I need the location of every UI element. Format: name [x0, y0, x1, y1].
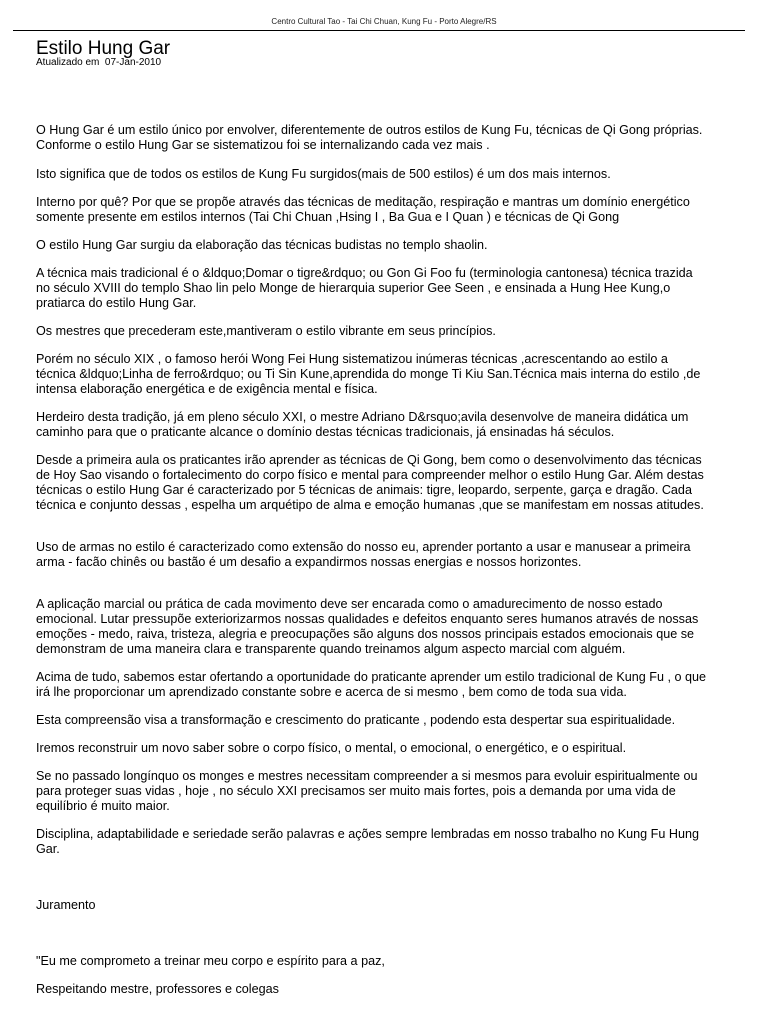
oath-line-1: "Eu me comprometo a treinar meu corpo e espírito para a paz,	[36, 954, 385, 968]
paragraph-7: Porém no século XIX , o famoso herói Wong Fei Hung sistematizou inúmeras técnicas ,acrescentando ao estilo a técnica &ldquo;Linha de ferro&rdquo; ou Ti Sin Kune,aprendida do monge Ti Kiu San.Técnica mais interna do estilo ,de intensa elaboração energética e de exigência mental e física.	[36, 352, 701, 396]
oath-heading: Juramento	[36, 898, 96, 912]
paragraph-12: Acima de tudo, sabemos estar ofertando a oportunidade do praticante aprender um estilo tradicional de Kung Fu , o que irá lhe proporcionar um aprendizado constante sobre e acerca de si mesmo , bem como de toda sua vida.	[36, 670, 706, 699]
updated-date: Atualizado em 07-Jan-2010	[36, 57, 162, 68]
paragraph-6: Os mestres que precederam este,mantiveram o estilo vibrante em seus princípios.	[36, 324, 496, 338]
paragraph-13: Esta compreensão visa a transformação e crescimento do praticante , podendo esta despertar sua espiritualidade.	[36, 713, 676, 727]
paragraph-8: Herdeiro desta tradição, já em pleno século XXI, o mestre Adriano D&rsquo;avila desenvolve de maneira didática um caminho para que o praticante alcance o domínio destas técnicas tradicionais, já ensinadas há séculos.	[36, 410, 689, 439]
paragraph-5: A técnica mais tradicional é o &ldquo;Domar o tigre&rdquo; ou Gon Gi Foo fu (terminologia cantonesa) técnica trazida no século XVIII do templo Shao lin pelo Monge de hierarquia superior Gee Seen , e ensinada a Hung Hee Kung,o pratiarca do estilo Hung Gar.	[36, 266, 693, 310]
paragraph-14: Iremos reconstruir um novo saber sobre o corpo físico, o mental, o emocional, o energético, e o espiritual.	[36, 741, 627, 755]
paragraph-16: Disciplina, adaptabilidade e seriedade serão palavras e ações sempre lembradas em nosso trabalho no Kung Fu Hung Gar.	[36, 827, 699, 856]
paragraph-1: O Hung Gar é um estilo único por envolver, diferentemente de outros estilos de Kung Fu, técnicas de Qi Gong próprias. Conforme o estilo Hung Gar se sistematizou foi se internalizando cada vez mais .	[36, 123, 703, 152]
paragraph-2: Isto significa que de todos os estilos de Kung Fu surgidos(mais de 500 estilos) é um dos mais internos.	[36, 167, 611, 181]
page-header	[0, 0, 768, 31]
header-divider	[13, 30, 745, 31]
page-title: Estilo Hung Gar	[36, 38, 171, 59]
article-body	[36, 123, 736, 997]
paragraph-15: Se no passado longínquo os monges e mestres necessitam compreender a si mesmos para evoluir espiritualmente ou para proteger suas vidas , hoje , no século XXI precisamos ser muito mais fortes, pois a demanda por uma vida de equilíbrio é muito maior.	[36, 769, 698, 813]
site-header-text: Centro Cultural Tao - Tai Chi Chuan, Kung Fu - Porto Alegre/RS	[271, 17, 497, 26]
oath-line-2: Respeitando mestre, professores e colegas	[36, 982, 279, 996]
paragraph-10: Uso de armas no estilo é caracterizado como extensão do nosso eu, aprender portanto a usar e manusear a primeira arma - facão chinês ou bastão é um desafio a expandirmos nossas energias e nossos horizontes.	[36, 540, 691, 569]
paragraph-4: O estilo Hung Gar surgiu da elaboração das técnicas budistas no templo shaolin.	[36, 238, 488, 252]
paragraph-3: Interno por quê? Por que se propõe através das técnicas de meditação, respiração e mantras um domínio energético somente presente em estilos internos (Tai Chi Chuan ,Hsing I , Ba Gua e I Quan ) e técnicas de Qi Gong	[36, 195, 690, 224]
paragraph-11: A aplicação marcial ou prática de cada movimento deve ser encarada como o amadurecimento de nosso estado emocional. Lutar pressupõe exteriorizarmos nossas qualidades e defeitos enquanto seres humanos através de nossas emoções - medo, raiva, tristeza, alegria e preocupações são alguns dos nossos principais estados emocionais que se demonstram de uma maneira clara e transparente quando treinamos algum aspecto marcial com alguém.	[36, 597, 699, 656]
paragraph-9: Desde a primeira aula os praticantes irão aprender as técnicas de Qi Gong, bem como o desenvolvimento das técnicas de Hoy Sao visando o fortalecimento do corpo físico e mental para compreender melhor o estilo Hung Gar. Além destas técnicas o estilo Hung Gar é caracterizado por 5 técnicas de animais: tigre, leopardo, serpente, garça e dragão. Cada técnica e conjunto dessas , espelha um arquétipo de alma e emoção humanas ,que se manifestam em nossas atitudes.	[36, 453, 704, 512]
